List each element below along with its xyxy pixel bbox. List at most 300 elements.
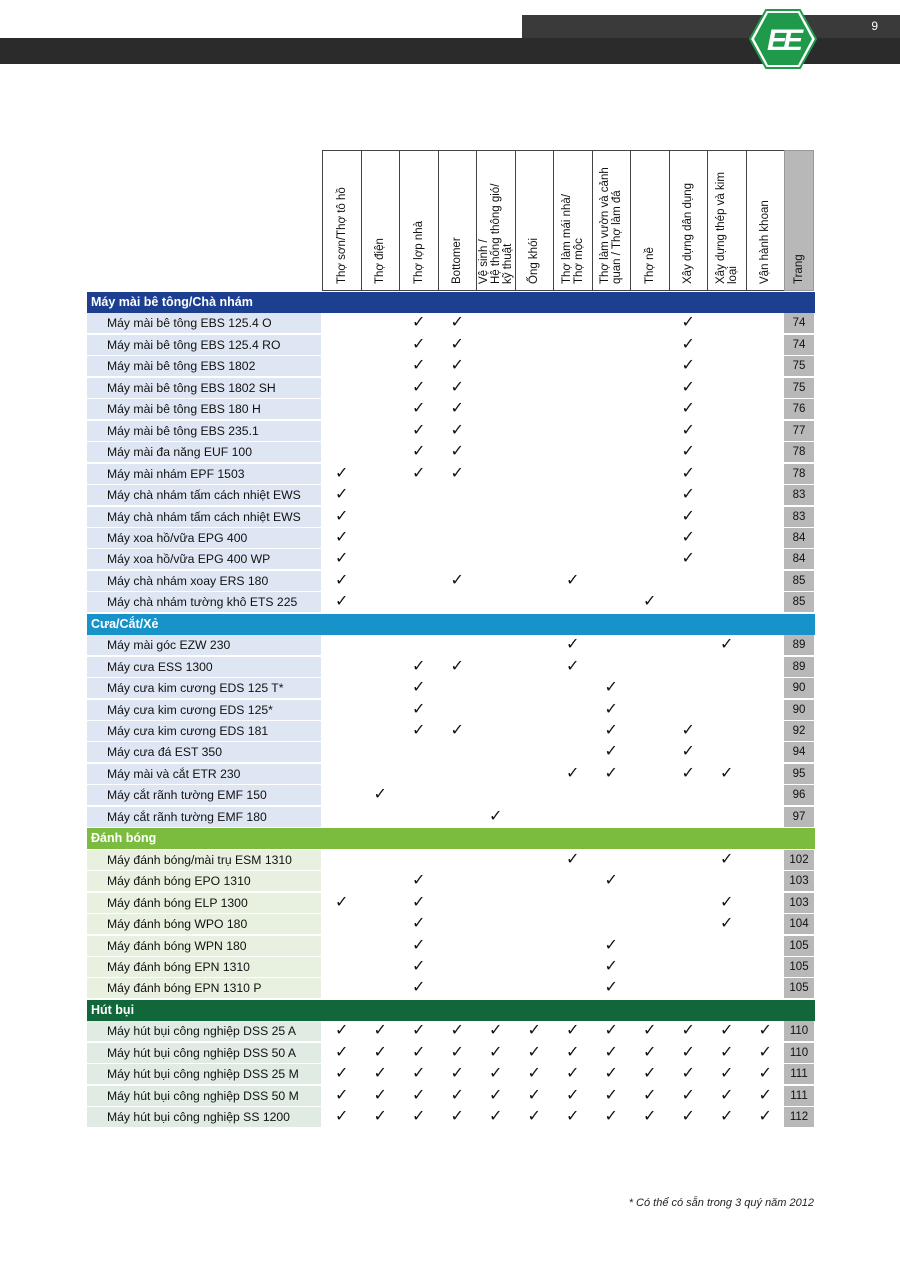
check-cell <box>323 485 361 505</box>
product-name: Máy cưa đá EST 350 <box>87 742 321 762</box>
check-cell <box>593 1107 631 1127</box>
check-cell <box>708 914 746 934</box>
check-mark-icon: ✓ <box>412 1022 426 1040</box>
table-row <box>87 549 815 570</box>
check-cell <box>708 957 746 977</box>
check-mark-icon: ✓ <box>681 464 695 482</box>
check-cell <box>516 914 554 934</box>
column-header <box>553 150 593 291</box>
check-cell <box>747 335 785 355</box>
product-name: Máy đánh bóng ELP 1300 <box>87 893 321 913</box>
check-mark-icon: ✓ <box>373 1108 387 1126</box>
check-mark-icon: ✓ <box>450 1065 464 1083</box>
check-mark-icon: ✓ <box>489 1043 503 1061</box>
check-cell <box>516 721 554 741</box>
check-cell <box>323 1086 361 1106</box>
check-cell <box>362 871 400 891</box>
check-cell <box>631 914 669 934</box>
check-cell <box>439 1043 477 1063</box>
page-ref: 94 <box>784 742 814 762</box>
check-cell <box>362 335 400 355</box>
check-cell <box>323 678 361 698</box>
check-mark-icon: ✓ <box>527 1043 541 1061</box>
check-cell <box>631 507 669 527</box>
product-name: Máy xoa hồ/vữa EPG 400 WP <box>87 549 321 569</box>
check-mark-icon: ✓ <box>604 1043 618 1061</box>
check-cell <box>362 1064 400 1084</box>
check-mark-icon: ✓ <box>758 1108 772 1126</box>
check-cell <box>439 1107 477 1127</box>
check-cell <box>323 893 361 913</box>
product-name: Máy hút bụi công nghiệp DSS 25 M <box>87 1064 321 1084</box>
product-name: Máy mài bê tông EBS 125.4 O <box>87 313 321 333</box>
check-cell <box>400 549 438 569</box>
check-mark-icon: ✓ <box>335 571 349 589</box>
check-mark-icon: ✓ <box>604 722 618 739</box>
check-cell <box>400 957 438 977</box>
check-cell <box>747 700 785 720</box>
check-cell <box>439 678 477 698</box>
check-cell <box>516 378 554 398</box>
check-cell <box>708 442 746 462</box>
check-cell <box>747 742 785 762</box>
check-mark-icon: ✓ <box>758 1086 772 1104</box>
check-cell <box>747 507 785 527</box>
check-mark-icon: ✓ <box>604 979 618 997</box>
check-cell <box>670 721 708 741</box>
product-name: Máy mài đa năng EUF 100 <box>87 442 321 462</box>
check-cell <box>323 978 361 998</box>
check-cell <box>747 399 785 419</box>
check-cell <box>477 442 515 462</box>
product-name: Máy chà nhám tấm cách nhiệt EWS <box>87 485 321 505</box>
check-cell <box>747 378 785 398</box>
check-cell <box>516 485 554 505</box>
check-cell <box>554 850 592 870</box>
check-mark-icon: ✓ <box>373 786 387 804</box>
page-ref: 85 <box>784 592 814 612</box>
check-mark-icon: ✓ <box>412 464 426 482</box>
check-mark-icon: ✓ <box>681 314 695 332</box>
check-cell <box>670 399 708 419</box>
check-mark-icon: ✓ <box>720 1108 734 1126</box>
check-mark-icon: ✓ <box>412 722 426 739</box>
check-cell <box>439 1064 477 1084</box>
check-cell <box>362 700 400 720</box>
product-name: Máy đánh bóng EPN 1310 P <box>87 978 321 998</box>
check-cell <box>477 1064 515 1084</box>
check-mark-icon: ✓ <box>373 1022 387 1040</box>
check-cell <box>593 313 631 333</box>
check-mark-icon: ✓ <box>758 1043 772 1061</box>
check-mark-icon: ✓ <box>450 1043 464 1061</box>
table-row <box>87 1086 815 1107</box>
check-cell <box>400 785 438 805</box>
check-mark-icon: ✓ <box>758 1022 772 1040</box>
table-row <box>87 678 815 699</box>
check-cell <box>362 764 400 784</box>
check-cell <box>554 657 592 677</box>
check-cell <box>554 893 592 913</box>
check-cell <box>670 635 708 655</box>
check-cell <box>554 978 592 998</box>
product-name: Máy xoa hồ/vữa EPG 400 <box>87 528 321 548</box>
check-cell <box>631 592 669 612</box>
column-header-line: Vệ sinh / <box>477 239 490 284</box>
check-cell <box>516 850 554 870</box>
check-cell <box>554 464 592 484</box>
check-cell <box>362 571 400 591</box>
check-mark-icon: ✓ <box>412 1086 426 1104</box>
check-cell <box>554 378 592 398</box>
check-cell <box>631 785 669 805</box>
column-header-line: kỹ thuật <box>501 243 514 284</box>
column-header <box>669 150 709 291</box>
check-cell <box>631 356 669 376</box>
check-mark-icon: ✓ <box>643 593 657 611</box>
check-cell <box>593 442 631 462</box>
check-cell <box>747 464 785 484</box>
check-cell <box>400 893 438 913</box>
check-cell <box>670 678 708 698</box>
check-cell <box>554 871 592 891</box>
check-mark-icon: ✓ <box>412 1065 426 1083</box>
check-mark-icon: ✓ <box>373 1043 387 1061</box>
check-cell <box>747 356 785 376</box>
table-row <box>87 507 815 528</box>
check-mark-icon: ✓ <box>335 486 349 504</box>
product-name: Máy mài bê tông EBS 235.1 <box>87 421 321 441</box>
page-ref: 95 <box>784 764 814 784</box>
check-cell <box>554 678 592 698</box>
product-name: Máy cắt rãnh tường EMF 180 <box>87 807 321 827</box>
check-cell <box>477 378 515 398</box>
check-cell <box>323 657 361 677</box>
check-mark-icon: ✓ <box>412 314 426 332</box>
check-cell <box>554 485 592 505</box>
check-cell <box>631 528 669 548</box>
check-cell <box>593 421 631 441</box>
page-ref: 96 <box>784 785 814 805</box>
page-ref: 83 <box>784 507 814 527</box>
check-cell <box>400 978 438 998</box>
section-header: Cưa/Cắt/Xẻ <box>87 614 815 635</box>
check-cell <box>708 657 746 677</box>
check-cell <box>400 313 438 333</box>
check-cell <box>477 464 515 484</box>
check-cell <box>554 936 592 956</box>
check-cell <box>323 1064 361 1084</box>
check-cell <box>323 635 361 655</box>
check-mark-icon: ✓ <box>412 679 426 697</box>
check-cell <box>670 335 708 355</box>
check-cell <box>362 721 400 741</box>
page-ref: 90 <box>784 700 814 720</box>
check-mark-icon: ✓ <box>604 743 618 761</box>
table-row <box>87 421 815 442</box>
check-cell <box>554 1107 592 1127</box>
check-cell <box>631 764 669 784</box>
check-cell <box>593 936 631 956</box>
check-mark-icon: ✓ <box>681 722 695 739</box>
check-cell <box>593 1064 631 1084</box>
page-column-label: Trang <box>793 254 805 284</box>
check-cell <box>439 785 477 805</box>
check-cell <box>477 1086 515 1106</box>
check-cell <box>439 313 477 333</box>
check-cell <box>323 742 361 762</box>
page-ref: 103 <box>784 871 814 891</box>
check-cell <box>400 850 438 870</box>
check-cell <box>362 507 400 527</box>
check-cell <box>362 635 400 655</box>
table-row <box>87 1043 815 1064</box>
check-mark-icon: ✓ <box>412 335 426 353</box>
check-cell <box>439 914 477 934</box>
check-mark-icon: ✓ <box>373 1065 387 1083</box>
column-header <box>592 150 632 291</box>
check-cell <box>593 507 631 527</box>
check-cell <box>362 850 400 870</box>
table-row <box>87 914 815 935</box>
check-cell <box>670 914 708 934</box>
check-mark-icon: ✓ <box>604 679 618 697</box>
check-cell <box>631 1043 669 1063</box>
product-matrix-table <box>87 0 815 1273</box>
check-cell <box>362 464 400 484</box>
check-cell <box>439 635 477 655</box>
check-cell <box>747 678 785 698</box>
check-cell <box>670 764 708 784</box>
check-mark-icon: ✓ <box>450 1108 464 1126</box>
check-cell <box>747 1107 785 1127</box>
page-ref: 74 <box>784 335 814 355</box>
check-cell <box>477 1107 515 1127</box>
check-mark-icon: ✓ <box>681 421 695 439</box>
check-cell <box>554 571 592 591</box>
check-cell <box>708 571 746 591</box>
check-cell <box>554 313 592 333</box>
check-mark-icon: ✓ <box>412 936 426 954</box>
check-cell <box>323 313 361 333</box>
check-cell <box>477 978 515 998</box>
check-cell <box>593 657 631 677</box>
check-cell <box>362 1021 400 1041</box>
column-header-label <box>478 184 514 284</box>
check-cell <box>439 549 477 569</box>
page-ref: 92 <box>784 721 814 741</box>
check-cell <box>670 1086 708 1106</box>
table-row <box>87 313 815 334</box>
page-ref: 110 <box>784 1021 814 1041</box>
check-cell <box>747 807 785 827</box>
table-row <box>87 635 815 656</box>
column-header-label <box>528 238 540 284</box>
check-cell <box>631 957 669 977</box>
check-cell <box>516 936 554 956</box>
table-row <box>87 399 815 420</box>
check-cell <box>747 1021 785 1041</box>
check-cell <box>477 936 515 956</box>
check-cell <box>708 335 746 355</box>
check-cell <box>323 850 361 870</box>
table-row <box>87 1107 815 1128</box>
section-header: Hút bụi <box>87 1000 815 1021</box>
product-name: Máy chà nhám xoay ERS 180 <box>87 571 321 591</box>
column-header-line: Thợ nề <box>643 247 656 284</box>
product-name: Máy cưa kim cương EDS 125 T* <box>87 678 321 698</box>
check-cell <box>516 335 554 355</box>
check-cell <box>439 528 477 548</box>
page-ref: 105 <box>784 957 814 977</box>
check-cell <box>593 356 631 376</box>
check-cell <box>593 1021 631 1041</box>
table-row <box>87 592 815 613</box>
check-cell <box>516 1107 554 1127</box>
check-cell <box>708 313 746 333</box>
section-header: Đánh bóng <box>87 828 815 849</box>
check-cell <box>670 700 708 720</box>
check-cell <box>439 421 477 441</box>
check-cell <box>670 464 708 484</box>
check-cell <box>670 893 708 913</box>
check-mark-icon: ✓ <box>335 528 349 546</box>
column-header <box>515 150 555 291</box>
check-cell <box>400 871 438 891</box>
check-cell <box>439 378 477 398</box>
check-cell <box>439 592 477 612</box>
check-mark-icon: ✓ <box>450 314 464 332</box>
check-cell <box>554 635 592 655</box>
page-ref: 85 <box>784 571 814 591</box>
check-cell <box>670 528 708 548</box>
column-header <box>322 150 362 291</box>
page-ref: 89 <box>784 657 814 677</box>
check-cell <box>670 807 708 827</box>
check-cell <box>516 421 554 441</box>
check-cell <box>323 785 361 805</box>
check-cell <box>670 442 708 462</box>
check-mark-icon: ✓ <box>566 1108 580 1126</box>
check-mark-icon: ✓ <box>412 957 426 975</box>
product-name: Máy đánh bóng WPN 180 <box>87 936 321 956</box>
check-cell <box>323 914 361 934</box>
check-cell <box>477 356 515 376</box>
check-cell <box>439 571 477 591</box>
check-cell <box>516 678 554 698</box>
check-mark-icon: ✓ <box>604 1108 618 1126</box>
table-row <box>87 742 815 763</box>
check-cell <box>439 700 477 720</box>
check-mark-icon: ✓ <box>604 764 618 782</box>
check-cell <box>554 528 592 548</box>
check-cell <box>477 657 515 677</box>
check-cell <box>516 1021 554 1041</box>
column-header-label <box>682 183 694 284</box>
check-cell <box>631 936 669 956</box>
check-cell <box>747 485 785 505</box>
check-cell <box>477 507 515 527</box>
check-mark-icon: ✓ <box>335 893 349 911</box>
table-row <box>87 1064 815 1085</box>
check-cell <box>362 485 400 505</box>
check-cell <box>400 571 438 591</box>
check-cell <box>439 764 477 784</box>
check-cell <box>362 399 400 419</box>
check-cell <box>323 764 361 784</box>
check-cell <box>554 721 592 741</box>
table-row <box>87 893 815 914</box>
check-cell <box>516 592 554 612</box>
check-cell <box>554 1021 592 1041</box>
check-cell <box>400 807 438 827</box>
check-cell <box>631 978 669 998</box>
page-ref: 78 <box>784 442 814 462</box>
table-row <box>87 378 815 399</box>
check-mark-icon: ✓ <box>527 1086 541 1104</box>
check-cell <box>708 785 746 805</box>
check-cell <box>593 893 631 913</box>
check-cell <box>400 485 438 505</box>
check-cell <box>631 421 669 441</box>
column-header <box>438 150 478 291</box>
check-mark-icon: ✓ <box>335 1043 349 1061</box>
product-name: Máy cưa kim cương EDS 125* <box>87 700 321 720</box>
check-cell <box>708 549 746 569</box>
check-cell <box>400 678 438 698</box>
check-cell <box>747 978 785 998</box>
check-cell <box>708 850 746 870</box>
check-cell <box>554 592 592 612</box>
check-cell <box>323 700 361 720</box>
check-mark-icon: ✓ <box>335 507 349 525</box>
check-cell <box>554 549 592 569</box>
check-cell <box>477 807 515 827</box>
check-cell <box>439 464 477 484</box>
check-cell <box>400 635 438 655</box>
check-mark-icon: ✓ <box>604 700 618 718</box>
column-header-line: Vận hành khoan <box>759 200 772 284</box>
check-cell <box>554 335 592 355</box>
check-cell <box>554 507 592 527</box>
check-cell <box>323 871 361 891</box>
check-mark-icon: ✓ <box>604 872 618 890</box>
column-header <box>361 150 401 291</box>
check-mark-icon: ✓ <box>643 1108 657 1126</box>
check-cell <box>670 871 708 891</box>
check-cell <box>362 785 400 805</box>
check-cell <box>362 678 400 698</box>
check-cell <box>631 893 669 913</box>
check-mark-icon: ✓ <box>373 1086 387 1104</box>
check-mark-icon: ✓ <box>412 357 426 375</box>
check-cell <box>593 807 631 827</box>
column-header <box>746 150 786 291</box>
check-mark-icon: ✓ <box>643 1065 657 1083</box>
check-cell <box>708 742 746 762</box>
check-cell <box>477 399 515 419</box>
check-cell <box>516 528 554 548</box>
page-ref: 111 <box>784 1064 814 1084</box>
product-name: Máy đánh bóng WPO 180 <box>87 914 321 934</box>
check-mark-icon: ✓ <box>450 722 464 739</box>
product-name: Máy hút bụi công nghiệp DSS 50 A <box>87 1043 321 1063</box>
check-cell <box>323 957 361 977</box>
check-mark-icon: ✓ <box>720 764 734 782</box>
check-cell <box>593 635 631 655</box>
check-cell <box>670 421 708 441</box>
product-name: Máy mài bê tông EBS 1802 SH <box>87 378 321 398</box>
